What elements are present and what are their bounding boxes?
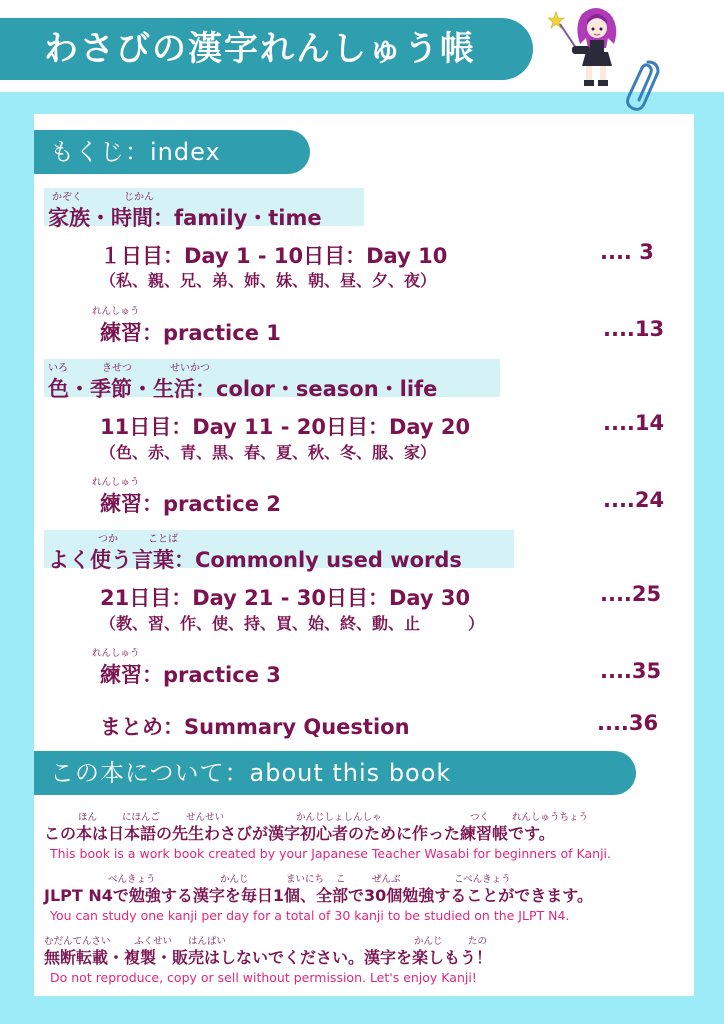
- ruby-kanji-2: かんじ: [414, 936, 443, 947]
- toc-entry-practice-3: 練習：practice 3: [100, 663, 281, 687]
- toc-entry-day-21-30: 21日目：Day 21 - 30日目：Day 30: [100, 586, 471, 610]
- category-common-words: [44, 530, 514, 572]
- ruby-kisetsu: きせつ: [102, 363, 132, 374]
- ruby-iro: いろ: [48, 363, 68, 374]
- ruby-hanbai: はんばい: [188, 936, 227, 947]
- toc-page-day-21-30: ....25: [600, 582, 662, 606]
- ruby-kanjishoshinsha: かんじしょしんしゃ: [296, 812, 382, 823]
- ruby-ko: こ: [336, 874, 346, 885]
- category-label: よく使う言葉：Commonly used words: [48, 548, 462, 572]
- about-heading: この本について：about this book: [34, 751, 636, 795]
- category-label: 家族・時間：family・time: [48, 206, 322, 230]
- ruby-renshuu-2: れんしゅう: [92, 477, 140, 488]
- category-family-time: [44, 188, 364, 230]
- toc-entry-summary: まとめ：Summary Question: [100, 715, 410, 739]
- ruby-jikan: じかん: [124, 192, 154, 203]
- ruby-tano: たの: [468, 936, 488, 947]
- toc-page-practice-2: ....24: [603, 488, 665, 512]
- ruby-renshuu-3: れんしゅう: [92, 648, 140, 659]
- about-text-en-1: This book is a work book created by your Japanese Teacher Wasabi for beginners of Kanji.: [50, 846, 612, 861]
- category-label: 色・季節・生活：color・season・life: [48, 377, 438, 401]
- ruby-zenbu: ぜんぶ: [372, 874, 401, 885]
- ruby-tsuku: つく: [470, 812, 490, 823]
- about-text-en-2: You can study one kanji per day for a total of 30 kanji to be studied on the JLPT N4.: [50, 908, 570, 923]
- ruby-benkyou: べんきょう: [108, 874, 156, 885]
- ruby-kanji: かんじ: [220, 874, 249, 885]
- about-text-ja-2: JLPT N4で勉強する漢字を毎日1個、全部で30個勉強することができます。: [44, 886, 594, 905]
- toc-page-practice-1: ....13: [603, 317, 665, 341]
- ruby-mainichi: まいにち: [286, 874, 325, 885]
- ruby-seikatsu: せいかつ: [170, 363, 210, 374]
- ruby-hon: ほん: [78, 812, 98, 823]
- toc-kanji-list-2: （色、赤、青、黒、春、夏、秋、冬、服、家）: [100, 443, 437, 462]
- ruby-mudantensai: むだんてんさい: [44, 936, 111, 947]
- toc-entry-day-1-10: １日目：Day 1 - 10日目：Day 10: [100, 244, 448, 268]
- about-text-en-3: Do not reproduce, copy or sell without permission. Let's enjoy Kanji!: [50, 970, 477, 985]
- ruby-kobenkyou: こべんきょう: [454, 874, 511, 885]
- paperclip-icon: [618, 58, 664, 116]
- ruby-renshuuchou: れんしゅうちょう: [512, 812, 589, 823]
- ruby-sensei: せんせい: [186, 812, 225, 823]
- category-color-season-life: [44, 359, 500, 401]
- ruby-fukusei: ふくせい: [134, 936, 173, 947]
- toc-page-summary: ....36: [597, 711, 659, 735]
- toc-entry-day-11-20: 11日目：Day 11 - 20日目：Day 20: [100, 415, 471, 439]
- ruby-kazoku: かぞく: [52, 192, 82, 203]
- toc-heading: もくじ：index: [34, 130, 310, 174]
- ruby-kotoba: ことば: [148, 534, 178, 545]
- witch-mascot-icon: [548, 4, 624, 92]
- toc-kanji-list-1: （私、親、兄、弟、姉、妹、朝、昼、夕、夜）: [100, 271, 437, 290]
- toc-page-practice-3: ....35: [600, 659, 662, 683]
- about-text-ja-1: この本は日本語の先生わさびが漢字初心者のために作った練習帳です。: [44, 824, 555, 843]
- about-text-ja-3: 無断転載・複製・販売はしないでください。漢字を楽しもう！: [44, 948, 493, 967]
- toc-kanji-list-3: （教、習、作、使、持、買、始、終、動、止 ）: [100, 614, 485, 633]
- toc-entry-practice-2: 練習：practice 2: [100, 492, 281, 516]
- toc-page-day-11-20: ....14: [603, 411, 665, 435]
- ruby-tsuka: つか: [98, 534, 118, 545]
- ruby-nihongo: にほんご: [122, 812, 161, 823]
- page-title: わさびの漢字れんしゅう帳: [44, 29, 476, 69]
- toc-entry-practice-1: 練習：practice 1: [100, 321, 281, 345]
- ruby-renshuu-1: れんしゅう: [92, 306, 140, 317]
- toc-page-day-1-10: .... 3: [600, 240, 654, 264]
